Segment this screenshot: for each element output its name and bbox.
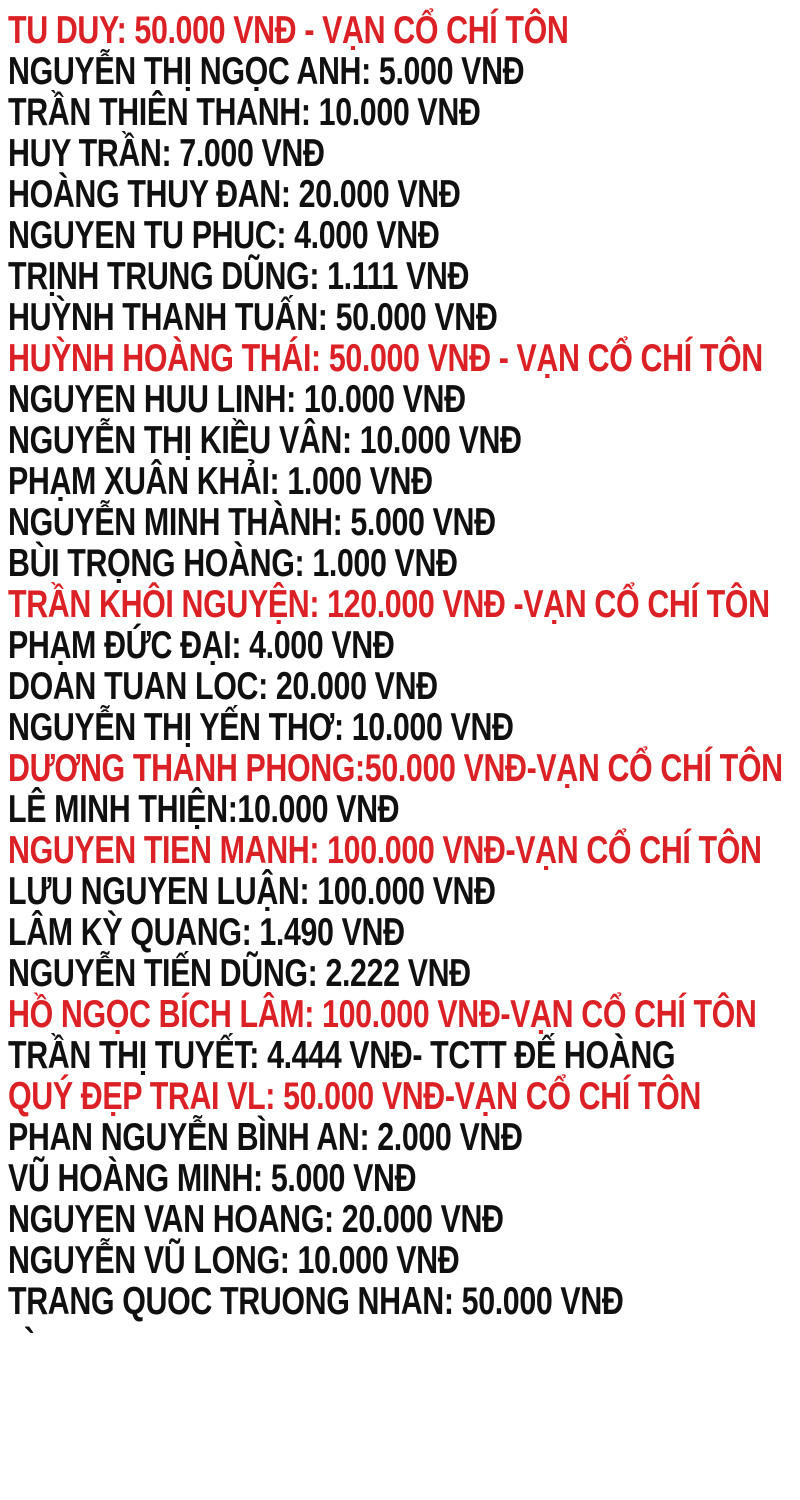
donor-line-text: LÂM KỲ QUANG: 1.490 VNĐ xyxy=(8,911,405,954)
donor-line xyxy=(8,297,800,338)
donor-line xyxy=(8,1199,800,1240)
donor-line-text: HUY TRẦN: 7.000 VNĐ xyxy=(8,132,325,175)
donor-line xyxy=(8,1281,800,1322)
donor-line-text: NGUYỄN TIẾN DŨNG: 2.222 VNĐ xyxy=(8,952,471,995)
donor-line xyxy=(8,174,800,215)
donor-line-text: HỒ NGỌC BÍCH LÂM: 100.000 VNĐ-VẠN CỔ CHÍ TÔN xyxy=(8,993,757,1036)
donor-line-text: HOÀNG THUY ĐAN: 20.000 VNĐ xyxy=(8,173,461,216)
donor-line-text: NGUYỄN THỊ YẾN THƠ: 10.000 VNĐ xyxy=(8,706,514,749)
donor-line xyxy=(8,666,800,707)
donor-line xyxy=(8,379,800,420)
donor-line-text: TRẦN KHÔI NGUYỆN: 120.000 VNĐ -VẠN CỔ CHÍ TÔN xyxy=(8,583,770,626)
donor-line xyxy=(8,953,800,994)
donor-line-text: PHAN NGUYỄN BÌNH AN: 2.000 VNĐ xyxy=(8,1116,523,1159)
donor-line xyxy=(8,912,800,953)
donor-line xyxy=(8,256,800,297)
donor-line-text: LƯU NGUYEN LUẬN: 100.000 VNĐ xyxy=(8,870,496,913)
donor-line-text: DOAN TUAN LOC: 20.000 VNĐ xyxy=(8,665,438,708)
donor-line xyxy=(8,215,800,256)
donor-line-text: TRANG QUOC TRUONG NHAN: 50.000 VNĐ xyxy=(8,1280,624,1323)
donor-line xyxy=(8,625,800,666)
donor-line xyxy=(8,748,800,789)
donor-line xyxy=(8,1035,800,1076)
donor-line-text: HUỲNH THANH TUẤN: 50.000 VNĐ xyxy=(8,296,498,339)
donor-line xyxy=(8,994,800,1035)
donor-line xyxy=(8,1240,800,1281)
donor-line-text: NGUYỄN MINH THÀNH: 5.000 VNĐ xyxy=(8,501,496,544)
donor-line xyxy=(8,10,800,51)
donor-line-text: NGUYEN TU PHUC: 4.000 VNĐ xyxy=(8,214,440,257)
donor-line xyxy=(8,133,800,174)
donor-line-text: NGUYỄN VŨ LONG: 10.000 VNĐ xyxy=(8,1239,460,1282)
donor-line xyxy=(8,502,800,543)
donor-line-text: TRỊNH TRUNG DŨNG: 1.111 VNĐ xyxy=(8,255,470,298)
donor-line-text: NGUYEN TIEN MANH: 100.000 VNĐ-VẠN CỔ CHÍ TÔN xyxy=(8,829,762,872)
donor-line-text: NGUYỄN THỊ KIỀU VÂN: 10.000 VNĐ xyxy=(8,419,522,462)
donor-line xyxy=(8,92,800,133)
donor-line xyxy=(8,51,800,92)
donor-line xyxy=(8,707,800,748)
donor-line-text: VŨ HOÀNG MINH: 5.000 VNĐ xyxy=(8,1157,417,1200)
donor-line xyxy=(8,461,800,502)
donor-line-text: DƯƠNG THANH PHONG:50.000 VNĐ-VẠN CỔ CHÍ TÔN xyxy=(8,747,783,790)
donor-line xyxy=(8,1076,800,1117)
donor-line-text: TU DUY: 50.000 VNĐ - VẠN CỔ CHÍ TÔN xyxy=(8,9,569,52)
donor-line-text: NGUYỄN THỊ NGỌC ANH: 5.000 VNĐ xyxy=(8,50,525,93)
donor-line-text: TRẦN THIÊN THANH: 10.000 VNĐ xyxy=(8,91,481,134)
donor-line xyxy=(8,1158,800,1199)
donor-line-text: HUỲNH HOÀNG THÁI: 50.000 VNĐ - VẠN CỔ CHÍ TÔN xyxy=(8,337,763,380)
donor-line-text: BÙI TRỌNG HOÀNG: 1.000 VNĐ xyxy=(8,542,458,585)
donor-line xyxy=(8,1117,800,1158)
donor-line xyxy=(8,830,800,871)
donor-line xyxy=(8,871,800,912)
donor-line-text: NGUYEN VAN HOANG: 20.000 VNĐ xyxy=(8,1198,504,1241)
donor-line-text: TRẦN THỊ TUYẾT: 4.444 VNĐ- TCTT ĐẾ HOÀNG xyxy=(8,1034,676,1077)
donor-line-text: PHẠM ĐỨC ĐẠI: 4.000 VNĐ xyxy=(8,624,395,667)
donor-line xyxy=(8,584,800,625)
stray-accent-mark xyxy=(8,1319,800,1366)
donor-line xyxy=(8,420,800,461)
donor-line-text: LÊ MINH THIỆN:10.000 VNĐ xyxy=(8,788,400,831)
donor-line xyxy=(8,789,800,830)
donor-line xyxy=(8,543,800,584)
stray-accent-mark-text: ` xyxy=(24,1319,35,1366)
donor-line-text: QUÝ ĐẸP TRAI VL: 50.000 VNĐ-VẠN CỔ CHÍ TÔN xyxy=(8,1075,701,1118)
donor-line xyxy=(8,338,800,379)
donor-line-text: NGUYEN HUU LINH: 10.000 VNĐ xyxy=(8,378,466,421)
donor-line-text: PHẠM XUÂN KHẢI: 1.000 VNĐ xyxy=(8,460,433,503)
